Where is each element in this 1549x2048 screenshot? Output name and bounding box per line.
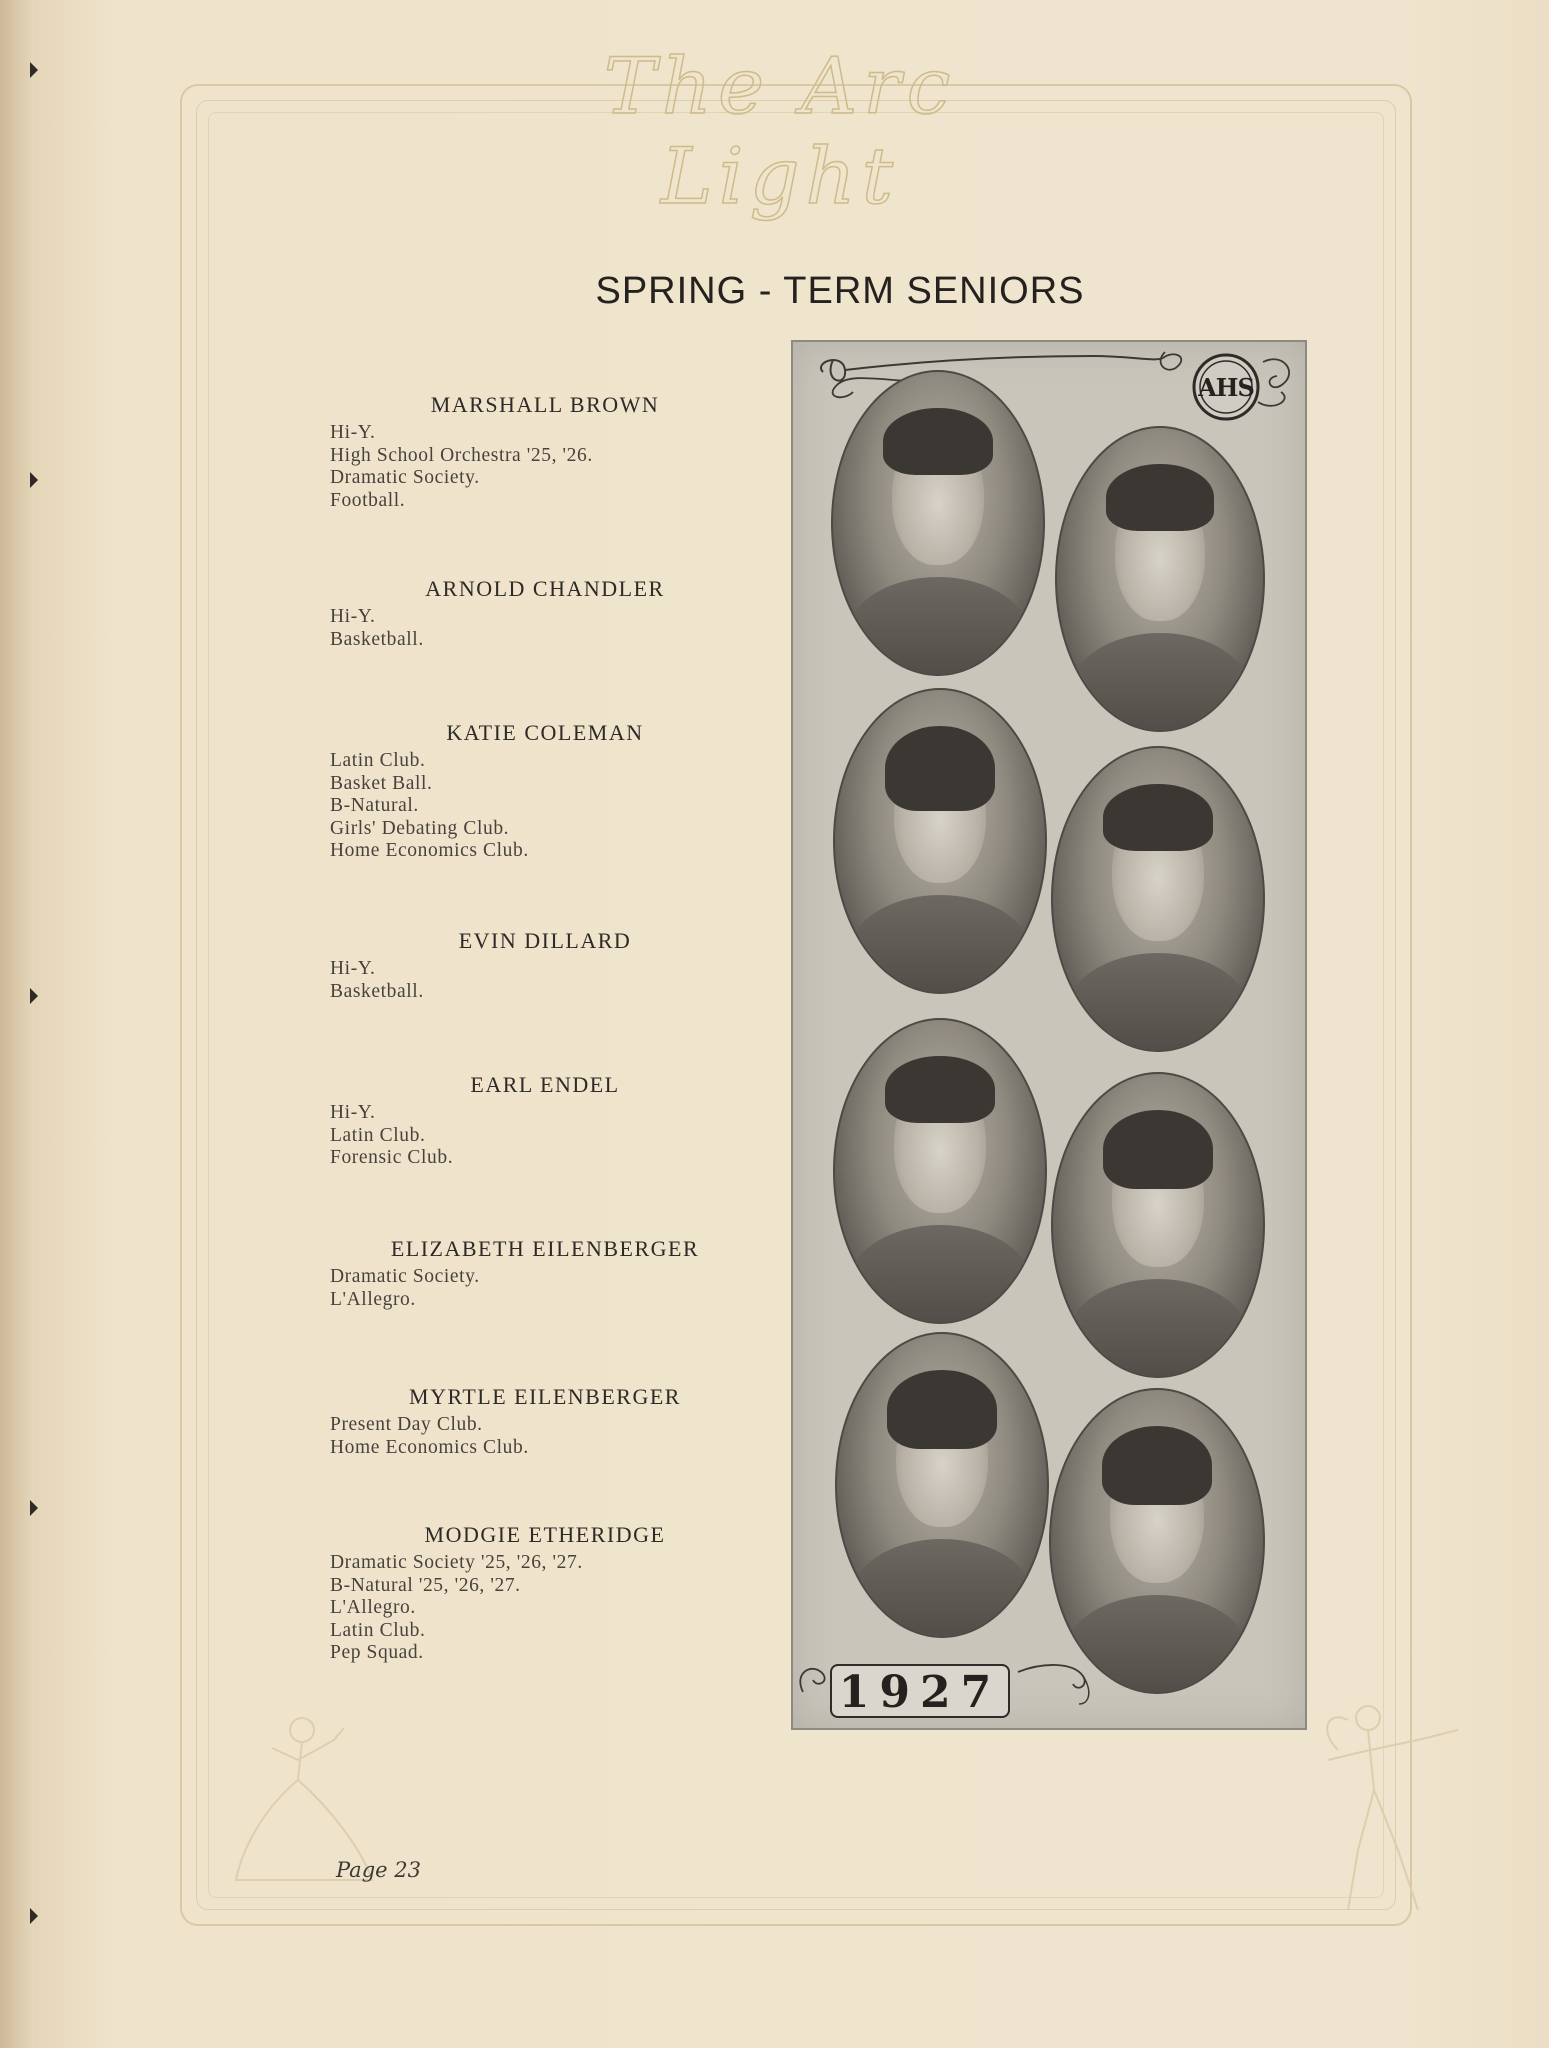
senior-name: KATIE COLEMAN	[446, 720, 644, 745]
portrait-photo	[831, 370, 1045, 676]
senior-entry	[330, 720, 760, 863]
activity: Basketball.	[330, 628, 424, 650]
monogram: AHS	[1198, 373, 1254, 402]
binding-stitch	[30, 62, 38, 78]
senior-name: MYRTLE EILENBERGER	[409, 1384, 681, 1409]
page-title: SPRING - TERM SENIORS	[595, 270, 1085, 312]
binding-edge	[0, 0, 34, 2048]
activity: Girls' Debating Club.	[330, 817, 510, 839]
portrait-photo	[1055, 426, 1265, 732]
binding-stitch	[30, 1500, 38, 1516]
activity: B-Natural '25, '26, '27.	[330, 1574, 521, 1596]
activity: B-Natural.	[330, 795, 419, 816]
activity: Home Economics Club.	[330, 1436, 529, 1458]
senior-name: EARL ENDEL	[470, 1072, 620, 1097]
senior-entry	[330, 928, 760, 1003]
senior-entry	[330, 1522, 760, 1665]
activity: Forensic Club.	[330, 1147, 454, 1168]
activity: L'Allegro.	[330, 1597, 416, 1618]
portrait-photo	[833, 688, 1047, 994]
year-badge: 1927	[830, 1664, 1010, 1718]
activity: Dramatic Society.	[330, 467, 480, 488]
senior-name: MODGIE ETHERIDGE	[424, 1522, 666, 1547]
activity: Hi-Y.	[330, 1102, 376, 1123]
activity: Basket Ball.	[330, 772, 433, 794]
binding-stitch	[30, 472, 38, 488]
photo-panel	[791, 340, 1307, 1730]
activity: Football.	[330, 489, 406, 511]
activity: Latin Club.	[330, 1619, 426, 1641]
senior-entry	[330, 1384, 760, 1459]
page-number: Page 23	[336, 1858, 421, 1882]
dancer-illustration-icon	[1298, 1690, 1488, 1920]
senior-entry	[330, 576, 760, 651]
portrait-photo	[833, 1018, 1047, 1324]
activity: Present Day Club.	[330, 1414, 483, 1435]
activity: Dramatic Society.	[330, 1266, 480, 1287]
senior-name: ELIZABETH EILENBERGER	[390, 1236, 700, 1261]
activity: Basketball.	[330, 980, 424, 1002]
activity: Hi-Y.	[330, 958, 376, 979]
senior-name: MARSHALL BROWN	[430, 392, 660, 417]
senior-entry	[330, 1236, 760, 1311]
portrait-photo	[1049, 1388, 1265, 1694]
activity: Latin Club.	[330, 1124, 426, 1146]
activity: Home Economics Club.	[330, 840, 529, 861]
senior-entry	[330, 392, 760, 512]
binding-stitch	[30, 1908, 38, 1924]
senior-name: EVIN DILLARD	[458, 928, 632, 953]
activity: High School Orchestra '25, '26.	[330, 444, 593, 466]
activity: L'Allegro.	[330, 1288, 416, 1310]
masthead-logo-text: The Arc Light	[603, 42, 957, 222]
activity: Hi-Y.	[330, 422, 376, 443]
activity: Pep Squad.	[330, 1642, 424, 1663]
masthead	[520, 24, 1040, 222]
activity: Dramatic Society '25, '26, '27.	[330, 1552, 583, 1573]
senior-entry	[330, 1072, 760, 1170]
binding-stitch	[30, 988, 38, 1004]
portrait-photo	[1051, 746, 1265, 1052]
activity: Hi-Y.	[330, 606, 376, 627]
activity: Latin Club.	[330, 750, 426, 771]
portrait-photo	[835, 1332, 1049, 1638]
senior-name: ARNOLD CHANDLER	[425, 576, 665, 601]
portrait-photo	[1051, 1072, 1265, 1378]
